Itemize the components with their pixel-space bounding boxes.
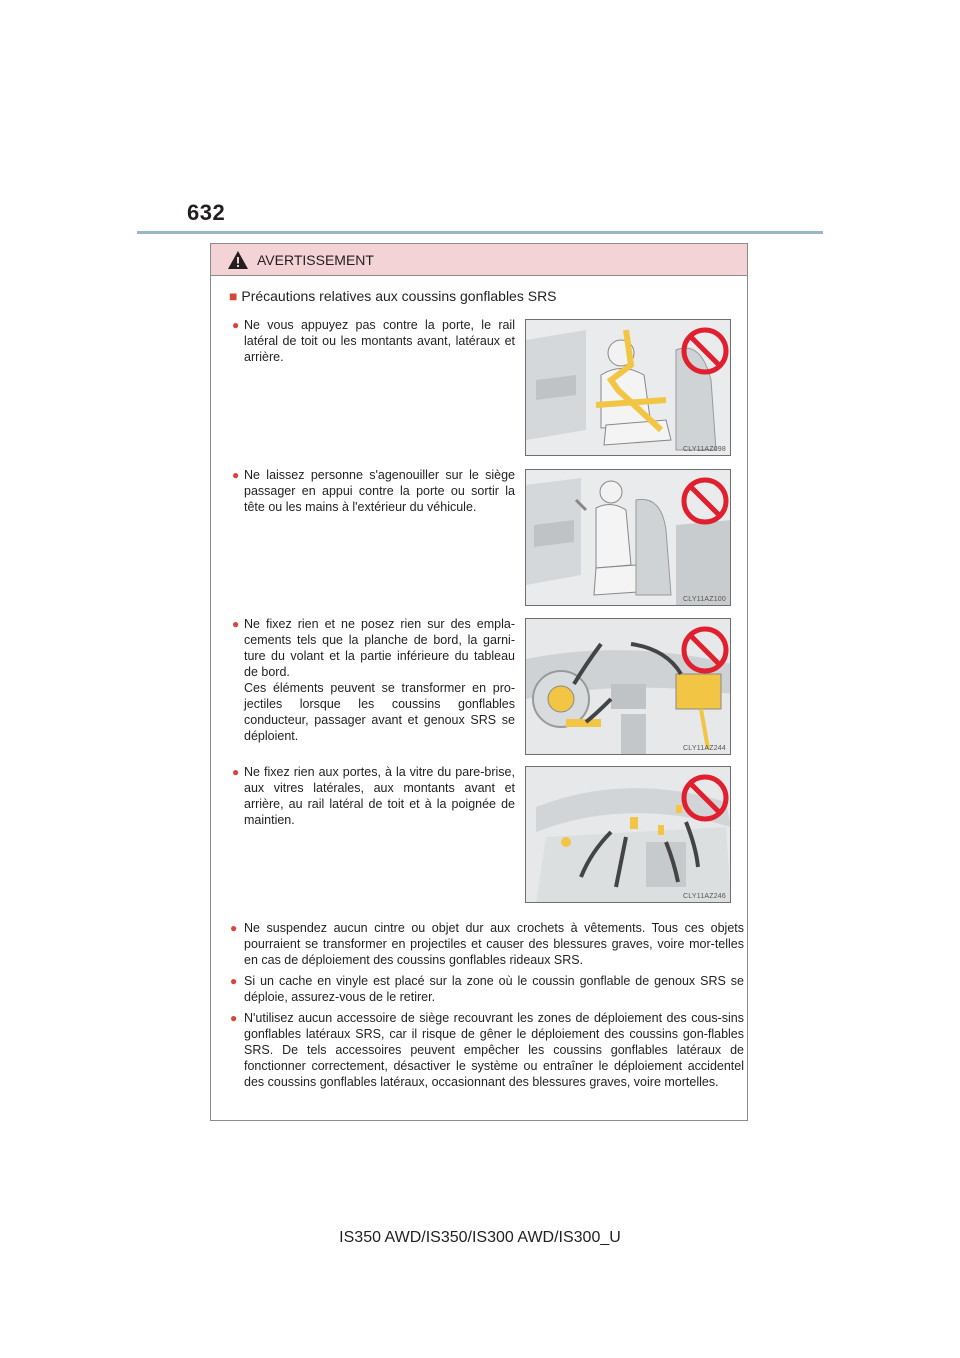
prohibition-icon xyxy=(680,625,730,675)
section-title xyxy=(229,288,557,304)
red-dot-bullet-icon: ● xyxy=(232,617,240,631)
warning-title: AVERTISSEMENT xyxy=(257,251,374,268)
warning-wide-item-3 xyxy=(230,1010,744,1090)
image-code: CLY11AZ098 xyxy=(683,446,726,453)
warning-header xyxy=(211,244,747,276)
red-dot-bullet-icon: ● xyxy=(232,318,240,332)
header-rule xyxy=(137,231,823,234)
warning-item-2 xyxy=(232,467,515,515)
warning-item-text: Ne fixez rien et ne posez rien sur des empla-cements tels que la planche de bord, la garni-ture du volant et la partie inférieure du tableau de bord. Ces éléments peuvent se transformer en pro-jectiles lorsque les coussins gonflables conducteur, passager avant et genoux SRS se déploient. xyxy=(244,617,515,743)
warning-item-4 xyxy=(232,764,515,828)
red-dot-bullet-icon: ● xyxy=(232,468,240,482)
prohibition-icon xyxy=(680,476,730,526)
page-number: 632 xyxy=(187,200,226,225)
warning-wide-item-1 xyxy=(230,920,744,968)
prohibition-icon xyxy=(680,773,730,823)
illustration-lean-door xyxy=(525,319,731,456)
red-dot-bullet-icon: ● xyxy=(232,765,240,779)
warning-item-text: Si un cache en vinyle est placé sur la zone où le coussin gonflable de genoux SRS se déploie, assurez-vous de le retirer. xyxy=(244,974,744,1004)
warning-item-1 xyxy=(232,317,515,365)
footer-model-name: IS350 AWD/IS350/IS300 AWD/IS300_U xyxy=(339,1229,621,1246)
warning-box xyxy=(210,243,748,1121)
prohibition-icon xyxy=(680,326,730,376)
warning-item-text: Ne suspendez aucun cintre ou objet dur aux crochets à vêtements. Tous ces objets pourraient se transformer en projectiles et causer des blessures graves, voire mor-telles en cas de déploiement des coussins gonflables rideaux SRS. xyxy=(244,921,744,967)
warning-item-text: Ne vous appuyez pas contre la porte, le rail latéral de toit ou les montants avant, latéraux et arrière. xyxy=(244,318,515,364)
warning-item-text: Ne fixez rien aux portes, à la vitre du pare-brise, aux vitres latérales, aux montants avant et arrière, au rail latéral de toit et à la poignée de maintien. xyxy=(244,765,515,827)
illustration-dashboard xyxy=(525,618,731,755)
illustration-windows-pillars xyxy=(525,766,731,903)
red-square-icon: ■ xyxy=(229,288,238,304)
warning-item-text: N'utilisez aucun accessoire de siège recouvrant les zones de déploiement des cous-sins gonflables latéraux SRS, car il risque de gêner le déploiement des coussins gon-flables SRS. De tels accessoires peuvent empêcher les coussins gonflables latéraux de fonctionner correctement, désactiver le système ou entraîner le déploiement accidentel des coussins gonflables latéraux, occasionnant des blessures graves, voire mortelles. xyxy=(244,1011,744,1089)
red-dot-bullet-icon: ● xyxy=(230,921,238,935)
red-dot-bullet-icon: ● xyxy=(230,1011,238,1025)
red-dot-bullet-icon: ● xyxy=(230,974,238,988)
warning-wide-item-2 xyxy=(230,973,744,1005)
image-code: CLY11AZ244 xyxy=(683,745,726,752)
image-code: CLY11AZ246 xyxy=(683,893,726,900)
illustration-kneel-seat xyxy=(525,469,731,606)
warning-item-text: Ne laissez personne s'agenouiller sur le siège passager en appui contre la porte ou sortir la tête ou les mains à l'extérieur du véhicule. xyxy=(244,468,515,514)
image-code: CLY11AZ100 xyxy=(683,596,726,603)
section-title-text: Précautions relatives aux coussins gonflables SRS xyxy=(241,288,557,304)
warning-item-3 xyxy=(232,616,515,744)
warning-triangle-icon xyxy=(227,250,249,270)
